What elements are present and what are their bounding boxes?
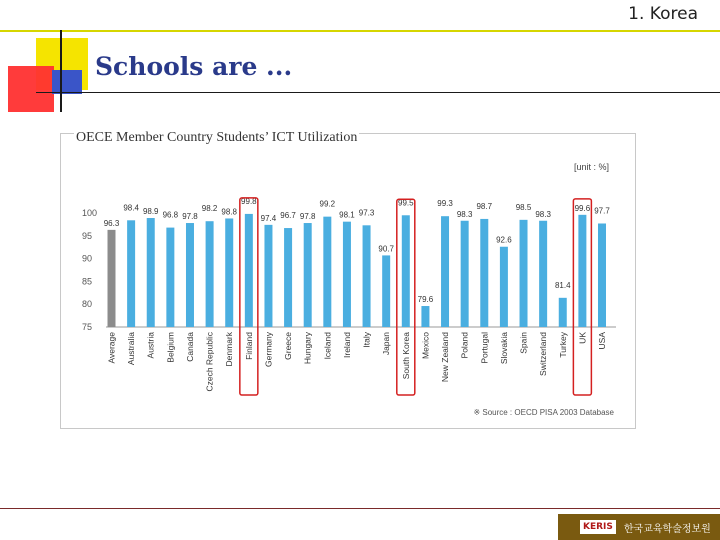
category-label: UK [577,332,588,344]
bar-mexico [421,306,429,327]
category-label: Greece [283,332,294,360]
category-label: Switzerland [538,332,549,376]
category-label: Canada [184,332,195,362]
y-tick-label: 80 [82,299,93,310]
decor-square-red [8,66,54,112]
bar-usa [598,223,606,327]
bar-denmark [225,218,233,327]
category-label: USA [597,332,607,350]
value-label: 99.2 [319,199,336,209]
value-label: 97.8 [299,212,316,222]
category-label: Mexico [420,332,431,359]
category-label: Austria [145,332,156,359]
value-label: 96.7 [280,211,296,221]
header-rule [0,30,720,32]
decor-square-blue [52,70,82,94]
value-label: 98.1 [339,210,355,220]
category-label: Finland [243,332,254,360]
category-label: Czech Republic [204,332,215,392]
category-labels [107,331,608,391]
value-label: 99.5 [398,198,414,208]
logo-text: 한국교육학술정보원 [623,523,711,535]
section-label: 1. Korea [628,4,698,24]
category-label: Spain [518,332,529,354]
category-label: Turkey [557,332,568,358]
bar-japan [382,255,390,327]
category-label: Slovakia [498,332,509,365]
bar-uk [578,215,586,327]
decor-vertical-line [60,30,62,112]
value-label: 98.2 [201,204,218,214]
unit-label: [unit : %] [573,162,609,172]
bar-slovakia [500,247,508,327]
value-label: 99.6 [574,203,591,213]
category-label: Germany [263,332,274,367]
y-tick-label: 95 [82,230,93,241]
value-label: 99.3 [437,199,453,209]
bar-greece [284,228,292,327]
category-label: New Zealand [440,332,451,383]
value-label: 79.6 [417,295,434,305]
value-label: 98.3 [535,209,551,219]
y-tick-label: 75 [82,322,93,332]
bar-italy [363,225,371,327]
value-label: 98.7 [476,201,493,211]
value-label: 96.3 [103,218,120,228]
decor-horizontal-line [36,92,720,93]
bar-austria [147,218,155,327]
bar-south-korea [402,215,410,327]
bar-chart [60,133,634,427]
bar-australia [127,220,135,327]
value-label: 96.8 [162,210,179,220]
bar-spain [520,220,528,327]
bars [108,214,607,327]
category-label: Italy [361,332,372,348]
keris-logo [558,514,720,540]
value-label: 97.8 [182,212,198,222]
value-label: 98.4 [123,203,139,213]
category-label: Denmark [224,332,235,367]
y-tick-label: 100 [82,208,98,218]
bar-portugal [480,219,488,327]
bar-czech-republic [206,221,214,327]
value-label: 99.8 [241,196,257,206]
y-tick-label: 85 [82,276,93,287]
category-label: Average [106,332,117,364]
value-label: 90.7 [378,244,394,254]
value-labels [104,197,611,304]
bar-poland [461,221,469,327]
bar-ireland [343,222,351,327]
category-label: Poland [459,332,470,359]
value-label: 98.3 [456,209,473,219]
logo-mark: KERIS [580,520,616,534]
category-label: Hungary [302,332,313,365]
page-title: Schools are ... [95,52,293,81]
category-label: Australia [126,332,137,366]
category-label: Japan [381,332,392,356]
bar-iceland [323,217,331,327]
category-label: Ireland [341,332,352,358]
value-label: 97.4 [260,213,277,223]
bar-new-zealand [441,216,449,327]
bar-hungary [304,223,312,327]
y-tick-label: 90 [82,253,93,264]
bar-average [108,230,116,327]
value-label: 97.7 [594,206,610,216]
category-label: Portugal [479,332,490,364]
value-label: 98.8 [221,207,238,217]
chart-title: OECE Member Country Students’ ICT Utilization [76,130,358,145]
bar-germany [264,225,272,327]
y-tick-labels [82,208,97,332]
value-label: 92.6 [496,235,512,245]
footer-rule [0,508,720,509]
value-label: 98.5 [515,202,532,212]
category-label: Belgium [165,332,176,363]
bar-belgium [166,228,174,327]
value-label: 81.4 [554,280,571,290]
source-note: ※ Source : OECD PISA 2003 Database [473,408,614,417]
bar-finland [245,214,253,327]
value-label: 98.9 [142,207,159,217]
bar-canada [186,223,194,327]
bar-turkey [559,298,567,327]
value-label: 97.3 [358,208,375,218]
category-label: Iceland [322,332,333,360]
bar-switzerland [539,221,547,327]
category-label: South Korea [400,332,411,380]
